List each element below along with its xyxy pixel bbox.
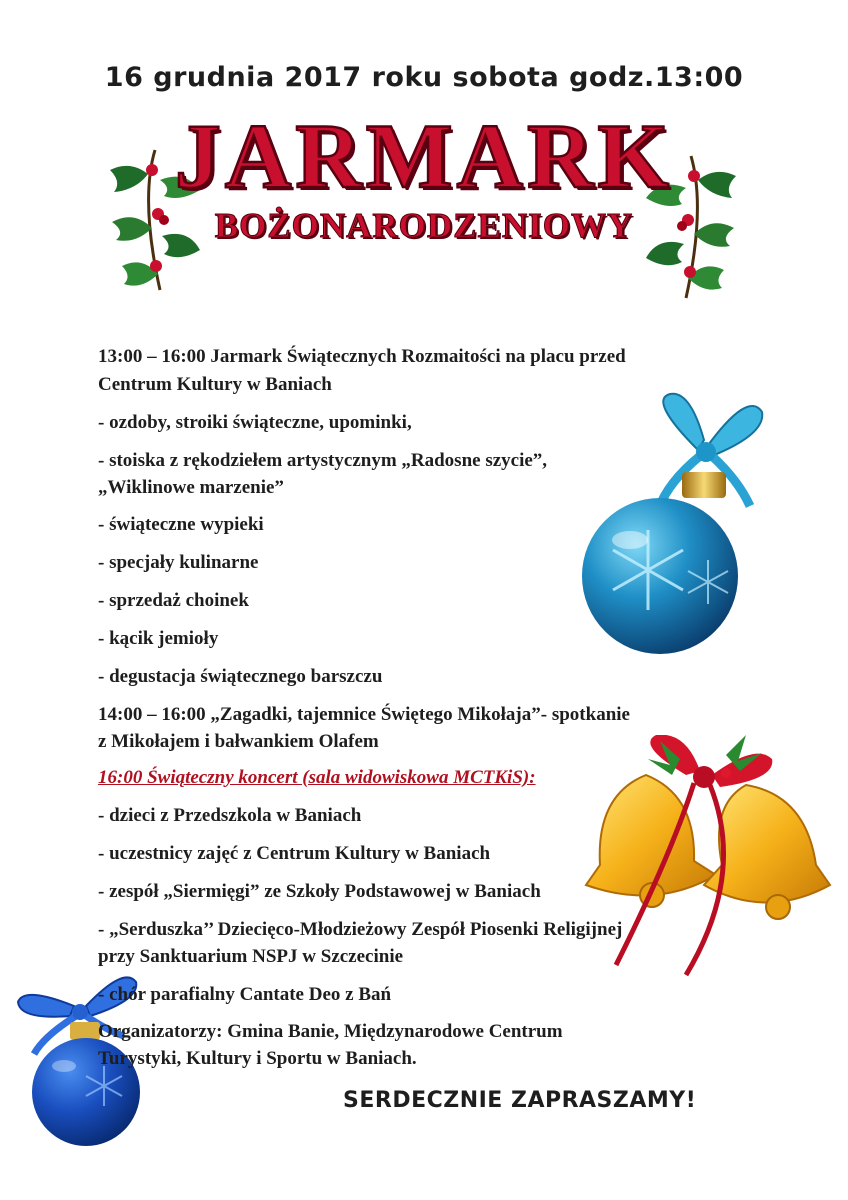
list-item: - zespół „Siermięgi” ze Szkoły Podstawowej w Baniach	[98, 881, 541, 902]
list-item: - „Serduszka’’ Dziecięco-Młodzieżowy Zespół Piosenki Religijnej	[98, 919, 623, 940]
list-item: - świąteczne wypieki	[98, 514, 264, 535]
organizers-line-1: Organizatorzy: Gmina Banie, Międzynarodowe Centrum	[98, 1021, 563, 1042]
concert-heading: 16:00 Świąteczny koncert (sala widowiskowa MCTKiS):	[98, 767, 536, 788]
santa-line-1: 14:00 – 16:00 „Zagadki, tajemnice Świętego Mikołaja”- spotkanie	[98, 704, 630, 725]
list-item: - stoiska z rękodziełem artystycznym „Radosne szycie”,	[98, 450, 548, 471]
santa-line-2: z Mikołajem i bałwankiem Olafem	[98, 731, 379, 752]
list-item: - uczestnicy zajęć z Centrum Kultury w Baniach	[98, 843, 491, 864]
event-title: JARMARK	[174, 105, 674, 207]
list-item: - specjały kulinarne	[98, 552, 259, 573]
list-item: - ozdoby, stroiki świąteczne, upominki,	[98, 412, 412, 433]
event-subtitle: BOŻONARODZENIOWY	[214, 206, 634, 245]
list-item: - chór parafialny Cantate Deo z Bań	[98, 984, 392, 1005]
golden-bells-icon	[576, 735, 838, 980]
blue-ornament-right-icon	[578, 390, 768, 658]
organizers-line-2: Turystyki, Kultury i Sportu w Baniach.	[98, 1048, 417, 1069]
list-item: - degustacja świątecznego barszczu	[98, 666, 383, 687]
event-date: 16 grudnia 2017 roku sobota godz.13:00	[104, 62, 744, 93]
list-item: - dzieci z Przedszkola w Baniach	[98, 805, 362, 826]
list-item: - sprzedaż choinek	[98, 590, 249, 611]
market-line-2: Centrum Kultury w Baniach	[98, 374, 332, 395]
closing-invitation: SERDECZNIE ZAPRASZAMY!	[343, 1088, 697, 1113]
market-line-1: 13:00 – 16:00 Jarmark Świątecznych Rozmaitości na placu przed	[98, 346, 626, 367]
list-item: „Wiklinowe marzenie”	[98, 477, 284, 498]
list-item: przy Sanktuarium NSPJ w Szczecinie	[98, 946, 404, 967]
list-item: - kącik jemioły	[98, 628, 219, 649]
